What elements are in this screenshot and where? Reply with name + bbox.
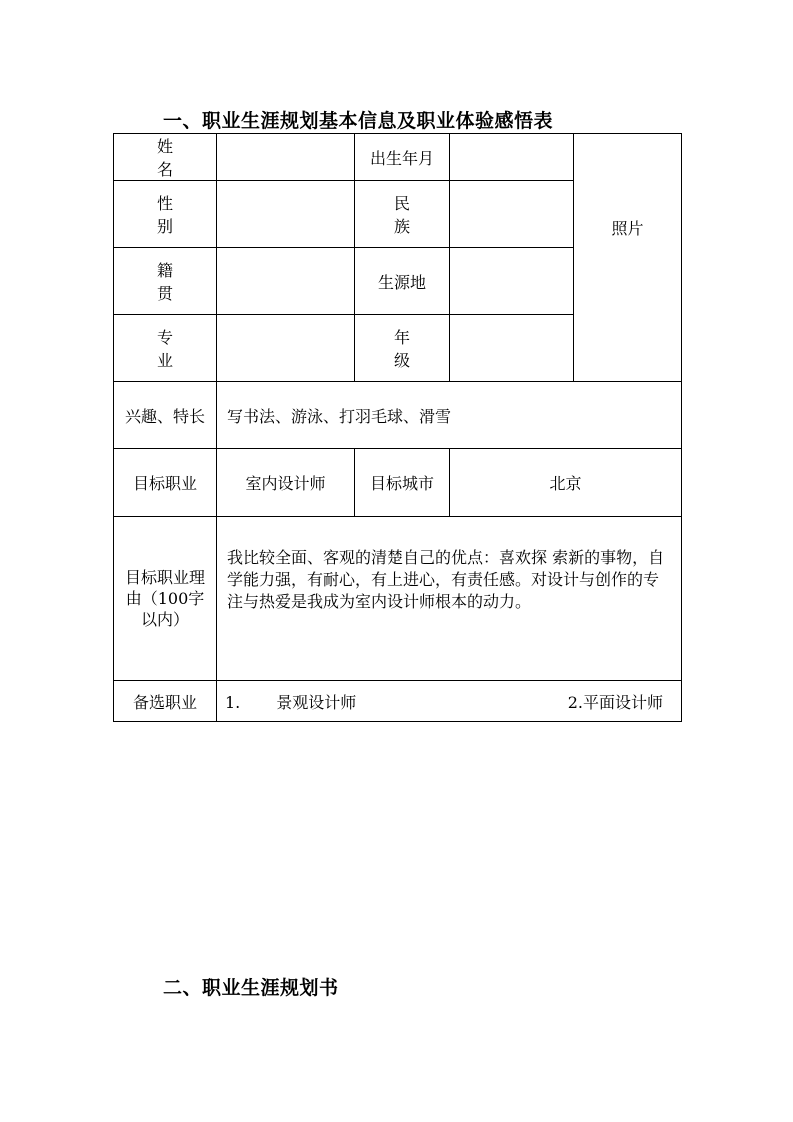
alt-job-2-value: 平面设计师: [582, 692, 663, 712]
reason-label: 目标职业理由（100字以内）: [114, 517, 217, 681]
alt-job-1-num: 1.: [225, 692, 241, 712]
birth-label: 出生年月: [355, 134, 450, 181]
name-label: 姓 名: [114, 134, 217, 181]
ethnicity-label: 民 族: [355, 181, 450, 248]
photo-label: 照片: [611, 219, 644, 238]
grade-field[interactable]: [450, 315, 574, 382]
career-info-table: [113, 133, 682, 722]
hometown-label: 籍 贯: [114, 248, 217, 315]
reason-value[interactable]: 我比较全面、客观的清楚自己的优点：喜欢探 索新的事物，自学能力强，有耐心，有上进心，有责任感。对设计与创作的专注与热爱是我成为室内设计师根本的动力。: [217, 517, 682, 681]
gender-field[interactable]: [217, 181, 355, 248]
origin-label: 生源地: [355, 248, 450, 315]
target-city-value[interactable]: 北京: [450, 449, 682, 517]
hometown-field[interactable]: [217, 248, 355, 315]
birth-field[interactable]: [450, 134, 574, 181]
hobby-label: 兴趣、特长: [114, 382, 217, 449]
alt-job-cell[interactable]: [217, 681, 682, 722]
gender-label: 性 别: [114, 181, 217, 248]
section-2-title: 二、职业生涯规划书: [163, 977, 339, 999]
major-label: 专 业: [114, 315, 217, 382]
grade-label: 年 级: [355, 315, 450, 382]
alt-job-1: [225, 690, 356, 713]
alt-job-1-value: 景观设计师: [276, 692, 357, 712]
name-field[interactable]: [217, 134, 355, 181]
target-city-label: 目标城市: [355, 449, 450, 517]
alt-job-label: 备选职业: [114, 681, 217, 722]
target-job-label: 目标职业: [114, 449, 217, 517]
alt-job-2-num: 2.: [567, 692, 583, 712]
alt-job-2: [568, 690, 663, 713]
ethnicity-field[interactable]: [450, 181, 574, 248]
target-job-value[interactable]: 室内设计师: [217, 449, 355, 517]
section-1-title: 一、职业生涯规划基本信息及职业体验感悟表: [163, 110, 554, 132]
origin-field[interactable]: [450, 248, 574, 315]
hobby-value[interactable]: 写书法、游泳、打羽毛球、滑雪: [217, 382, 682, 449]
major-field[interactable]: [217, 315, 355, 382]
photo-cell[interactable]: [574, 134, 682, 382]
